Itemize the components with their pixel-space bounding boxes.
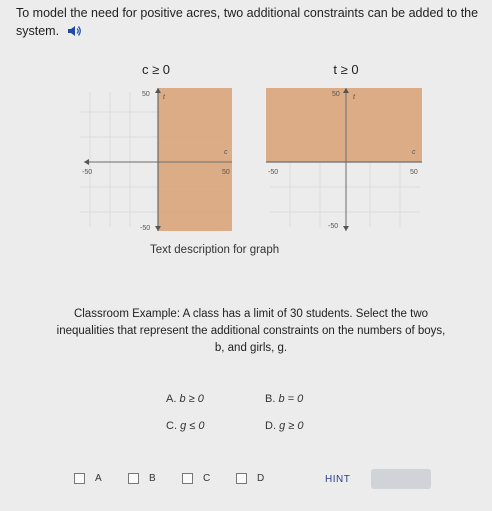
submit-button[interactable] xyxy=(371,469,431,489)
choice-label: C xyxy=(203,473,211,484)
choice-b[interactable] xyxy=(128,473,156,484)
classroom-example-text: Classroom Example: A class has a limit of 30 students. Select the two inequalities that represent the additional constraints on the numbers of boys, b, and girls, g. xyxy=(56,308,446,354)
tick-bottom: -50 xyxy=(328,223,339,230)
y-axis-label: t xyxy=(163,94,165,101)
x-axis-label: c xyxy=(224,149,228,156)
text-description-link[interactable]: Text description for graph xyxy=(150,244,280,256)
option-b xyxy=(265,393,303,405)
intro-text xyxy=(16,4,482,42)
tick-right: 50 xyxy=(410,169,418,176)
option-letter: D. xyxy=(265,420,276,432)
option-expression: b ≥ 0 xyxy=(179,393,204,405)
option-letter: B. xyxy=(265,393,276,405)
hint-button[interactable]: HINT xyxy=(325,474,351,485)
choice-c[interactable] xyxy=(182,473,210,484)
option-c xyxy=(166,420,204,432)
checkbox[interactable] xyxy=(74,473,85,484)
choice-a[interactable] xyxy=(74,473,102,484)
x-axis-label: c xyxy=(412,149,416,156)
tick-top: 50 xyxy=(142,91,150,98)
tick-left: -50 xyxy=(268,169,279,176)
graph-plot xyxy=(70,82,242,232)
choice-label: A xyxy=(95,473,102,484)
option-expression: b = 0 xyxy=(278,393,304,405)
tick-right: 50 xyxy=(222,169,230,176)
graph-t-nonnegative xyxy=(260,62,432,242)
option-letter: A. xyxy=(166,393,177,405)
checkbox[interactable] xyxy=(236,473,247,484)
choice-label: B xyxy=(149,473,156,484)
tick-bottom: -50 xyxy=(140,225,151,232)
option-expression: g ≥ 0 xyxy=(279,420,304,432)
option-expression: g ≤ 0 xyxy=(180,420,205,432)
graph-title: c ≥ 0 xyxy=(141,62,171,77)
shaded-region xyxy=(158,88,232,231)
option-letter: C. xyxy=(166,420,177,432)
checkbox[interactable] xyxy=(128,473,139,484)
graph-c-nonnegative xyxy=(70,62,242,242)
choice-d[interactable] xyxy=(236,473,264,484)
speaker-icon[interactable] xyxy=(67,24,82,42)
option-d xyxy=(265,420,303,432)
intro-sentence: To model the need for positive acres, two additional constraints can be added to the system. xyxy=(16,6,479,38)
y-axis-label: t xyxy=(353,94,355,101)
shaded-region xyxy=(266,88,422,162)
tick-top: 50 xyxy=(332,91,340,98)
tick-left: -50 xyxy=(82,169,93,176)
graph-plot xyxy=(260,82,432,232)
graph-title: t ≥ 0 xyxy=(333,62,359,77)
choice-label: D xyxy=(257,473,265,484)
checkbox[interactable] xyxy=(182,473,193,484)
option-a xyxy=(166,393,204,405)
